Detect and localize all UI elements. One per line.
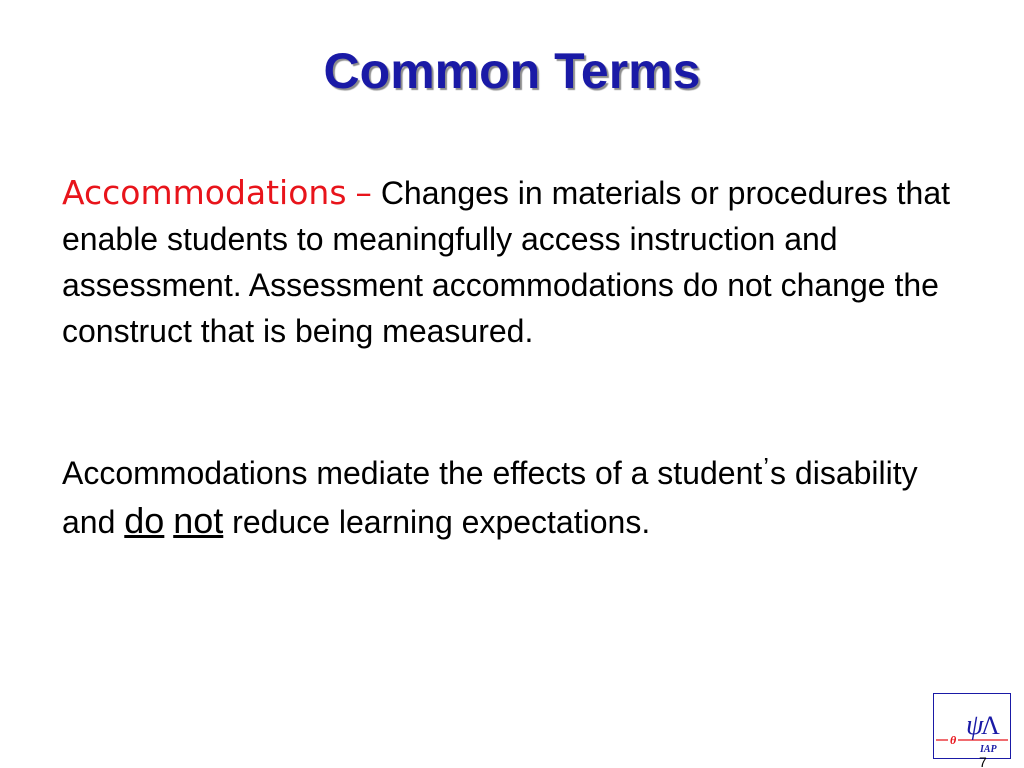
logo-theta: θ (950, 733, 957, 747)
iap-logo (933, 693, 1011, 759)
definition-paragraph (62, 170, 962, 354)
apostrophe-mark: ’ (763, 452, 770, 482)
definition-text: Changes in materials or procedures that enable students to meaningfully access instruction and assessment. Assessment accommodations do not change the construct that is being measured. (62, 175, 950, 349)
mediation-text-part1: Accommodations mediate the effects of a student (62, 455, 763, 491)
term-dash: – (355, 173, 372, 212)
slide-title: Common Terms (323, 43, 701, 99)
mediation-paragraph (62, 450, 962, 545)
logo-psi: ψ (966, 710, 984, 741)
mediation-text-part2: s disability and (62, 455, 918, 540)
logo-bar-glyph: Λ (981, 711, 1000, 740)
emphasis-not: not (173, 500, 224, 541)
emphasis-do: do (124, 500, 165, 541)
logo-org: IAP (980, 744, 997, 755)
term-accommodations: Accommodations (62, 173, 347, 212)
page-number: 7 (979, 754, 987, 768)
mediation-text-part3: reduce learning expectations. (232, 504, 651, 540)
iap-logo-graphic (934, 694, 1010, 758)
